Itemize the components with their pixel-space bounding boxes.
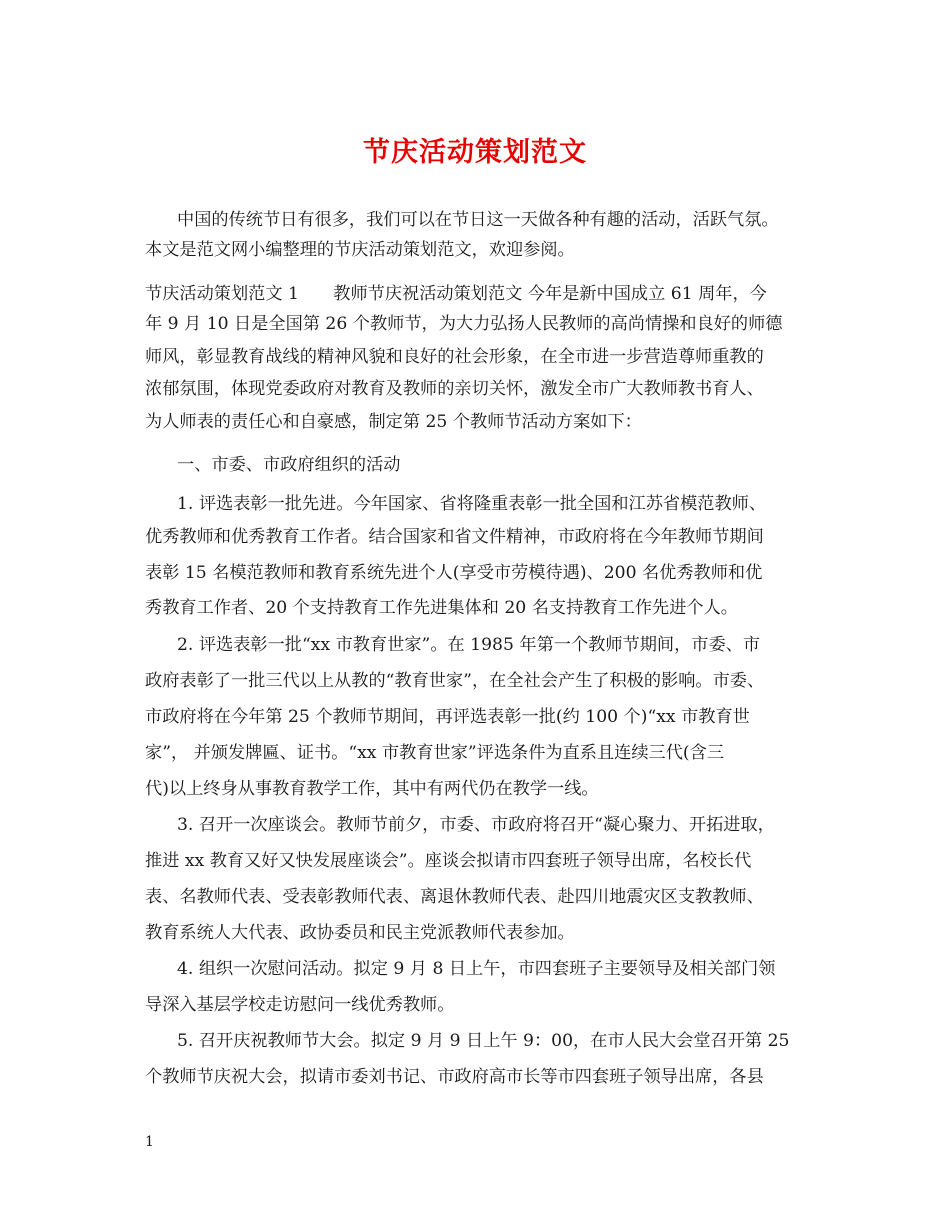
paragraph-line: 年 9 月 10 日是全国第 26 个教师节，为大力弘扬人民教师的高尚情操和良好的师德 [145, 314, 783, 334]
paragraph-line: 3. 召开一次座谈会。教师节前夕，市委、市政府将召开“凝心聚力、开拓进取， [177, 815, 775, 835]
paragraph-line: 表彰 15 名模范教师和教育系统先进个人(享受市劳模待遇)、200 名优秀教师和优 [145, 563, 763, 583]
paragraph-line: 4. 组织一次慰问活动。拟定 9 月 8 日上午，市四套班子主要领导及相关部门领 [177, 959, 776, 979]
paragraph-line: 1. 评选表彰一批先进。今年国家、省将隆重表彰一批全国和江苏省模范教师、 [177, 494, 767, 514]
paragraph-line: 秀教育工作者、20 个支持教育工作先进集体和 20 名支持教育工作先进个人。 [145, 598, 738, 618]
paragraph-line: 表、名教师代表、受表彰教师代表、离退休教师代表、赴四川地震灾区支教教师、 [145, 887, 764, 907]
paragraph-line: 教育系统人大代表、政协委员和民主党派教师代表参加。 [145, 923, 575, 943]
paragraph-line: 家”， 并颁发牌匾、证书。“xx 市教育世家”评选条件为直系且连续三代(含三 [145, 743, 725, 763]
paragraph-line: 代)以上终身从事教育教学工作，其中有两代仍在教学一线。 [145, 779, 599, 799]
paragraph-line: 个教师节庆祝大会，拟请市委刘书记、市政府高市长等市四套班子领导出席，各县 [145, 1067, 764, 1087]
paragraph-line: 导深入基层学校走访慰问一线优秀教师。 [145, 995, 455, 1015]
paragraph-line: 市政府将在今年第 25 个教师节期间，再评选表彰一批(约 100 个)“xx 市教育世 [145, 707, 750, 727]
paragraph-line: 为人师表的责任心和自豪感，制定第 25 个教师节活动方案如下： [145, 412, 642, 432]
section-heading: 一、市委、市政府组织的活动 [177, 455, 401, 475]
document-title: 节庆活动策划范文 [363, 137, 587, 168]
paragraph-line: 浓郁氛围，体现党委政府对教育及教师的亲切关怀，激发全市广大教师教书育人、 [145, 379, 764, 399]
page-number: 1 [145, 1134, 154, 1150]
paragraph-line: 师风，彰显教育战线的精神风貌和良好的社会形象，在全市进一步营造尊师重教的 [145, 347, 764, 367]
paragraph-line: 中国的传统节日有很多，我们可以在节日这一天做各种有趣的活动，活跃气氛。 [177, 210, 779, 230]
paragraph-line: 5. 召开庆祝教师节大会。拟定 9 月 9 日上午 9：00，在市人民大会堂召开第 25 [177, 1031, 790, 1051]
paragraph-line: 优秀教师和优秀教育工作者。结合国家和省文件精神，市政府将在今年教师节期间 [145, 527, 764, 547]
paragraph-line: 政府表彰了一批三代以上从教的“教育世家”，在全社会产生了积极的影响。市委、 [145, 671, 765, 691]
paragraph-line: 节庆活动策划范文 1 教师节庆祝活动策划范文 今年是新中国成立 61 周年，今 [145, 284, 767, 304]
paragraph-line: 推进 xx 教育又好又快发展座谈会”。座谈会拟请市四套班子领导出席，名校长代 [145, 851, 752, 871]
paragraph-line: 2. 评选表彰一批“xx 市教育世家”。在 1985 年第一个教师节期间，市委、市 [177, 635, 761, 655]
paragraph-line: 本文是范文网小编整理的节庆活动策划范文，欢迎参阅。 [145, 240, 575, 260]
